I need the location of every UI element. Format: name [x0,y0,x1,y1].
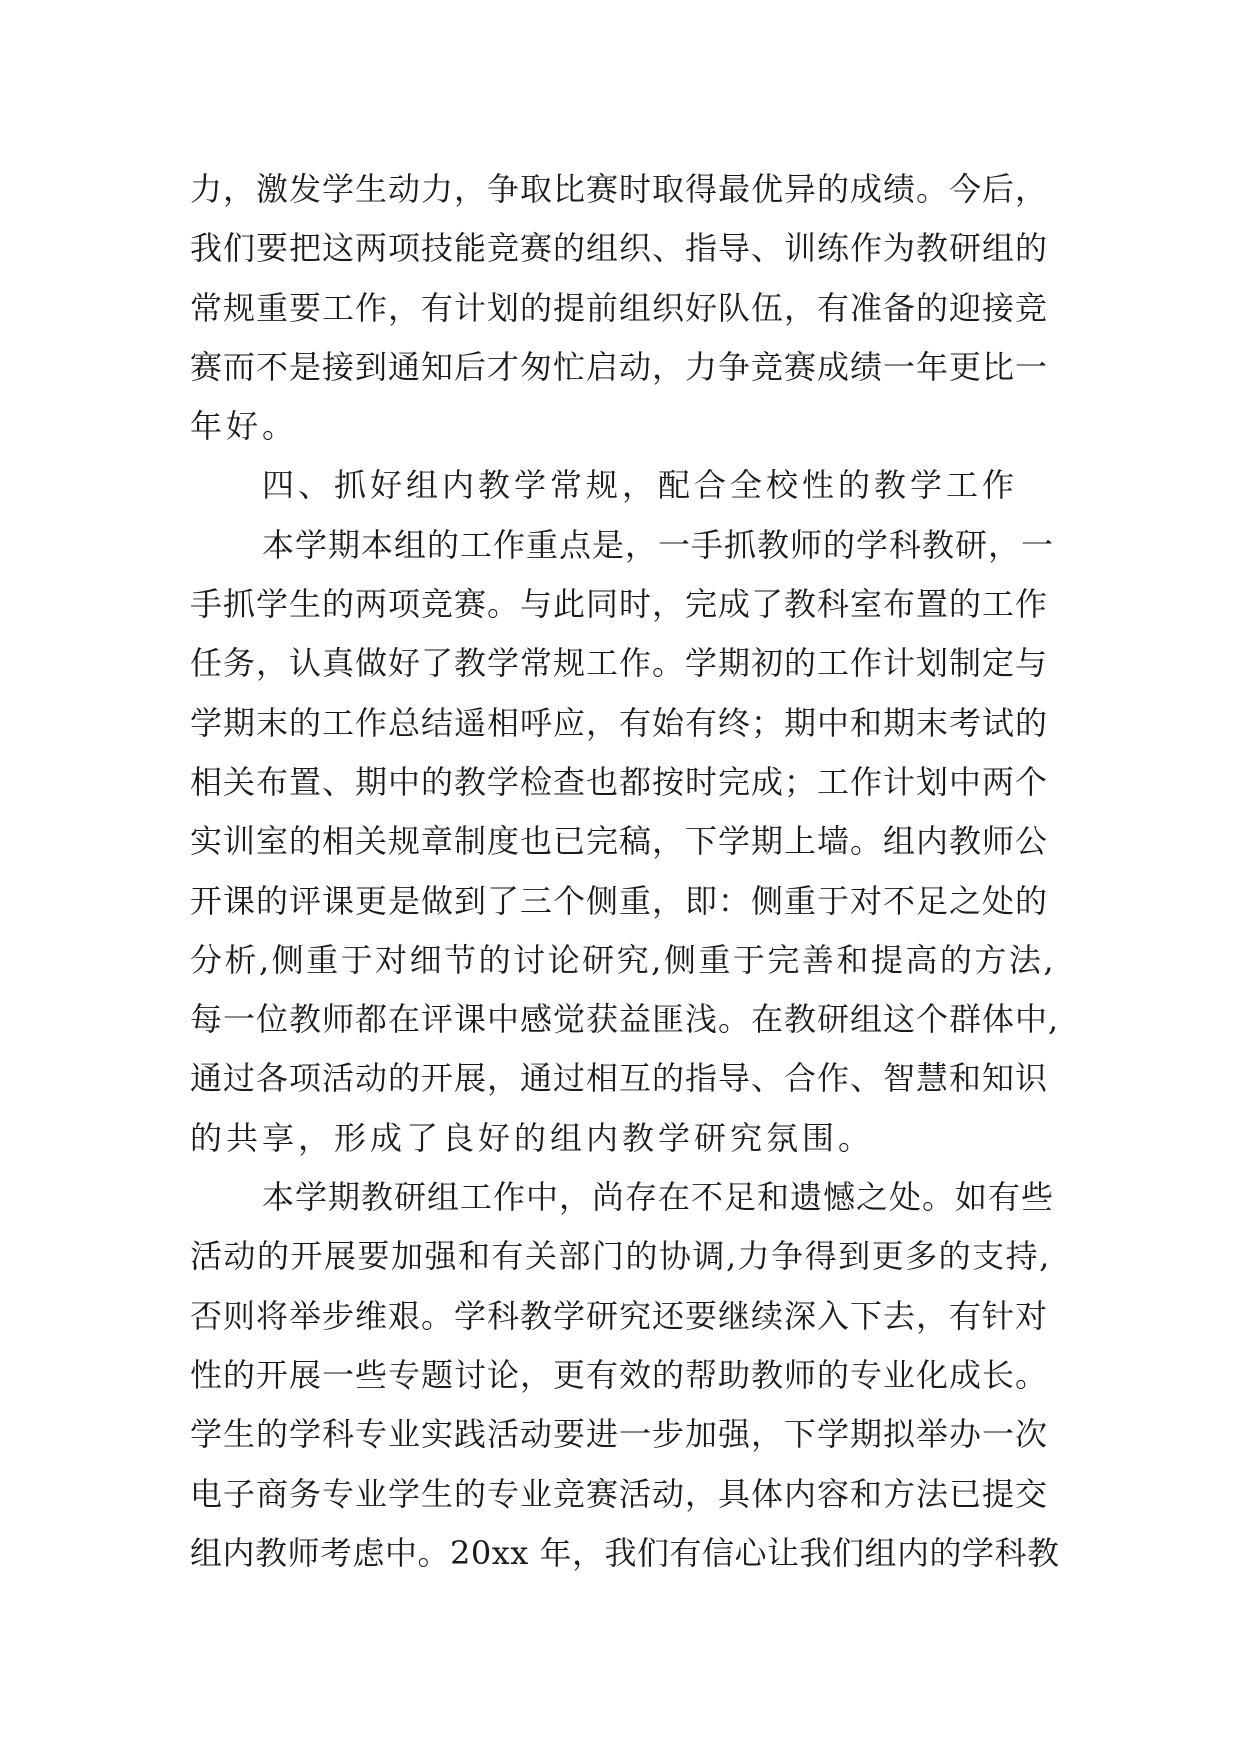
text-line: 否则将举步维艰。学科教学研究还要继续深入下去，有针对 [190,1296,1049,1335]
text-line: 本学期本组的工作重点是，一手抓教师的学科教研，一 [262,525,1055,564]
text-line: 手抓学生的两项竞赛。与此同时，完成了教科室布置的工作 [190,585,1049,624]
text-line: 每一位教师都在评课中感觉获益匪浅。在教研组这个群体中, [190,1000,1060,1039]
document-body [190,160,1060,1583]
text-line: 组内教师考虑中。20xx 年，我们有信心让我们组内的学科教 [190,1533,1060,1572]
text-line: 活动的开展要加强和有关部门的协调,力争得到更多的支持, [190,1237,1051,1276]
text-line: 通过各项活动的开展，通过相互的指导、合作、智慧和知识 [190,1059,1049,1098]
text-line: 年好。 [190,407,299,446]
text-line: 开课的评课更是做到了三个侧重，即：侧重于对不足之处的 [190,881,1049,920]
text-line: 电子商务专业学生的专业竞赛活动，具体内容和方法已提交 [190,1474,1049,1513]
text-line: 性的开展一些专题讨论，更有效的帮助教师的专业化成长。 [190,1355,1049,1394]
text-line: 赛而不是接到通知后才匆忙启动，力争竞赛成绩一年更比一 [190,347,1049,386]
text-line: 的共享，形成了良好的组内教学研究氛围。 [190,1118,875,1157]
text-line: 我们要把这两项技能竞赛的组织、指导、训练作为教研组的 [190,229,1049,268]
text-line: 实训室的相关规章制度也已完稿，下学期上墙。组内教师公 [190,822,1049,861]
text-line: 常规重要工作，有计划的提前组织好队伍，有准备的迎接竞 [190,288,1049,327]
text-line: 学生的学科专业实践活动要进一步加强，下学期拟举办一次 [190,1415,1049,1454]
text-line: 分析,侧重于对细节的讨论研究,侧重于完善和提高的方法, [190,940,1057,979]
text-line: 本学期教研组工作中，尚存在不足和遗憾之处。如有些 [262,1178,1055,1217]
section-heading: 四、抓好组内教学常规，配合全校性的教学工作 [262,466,1019,505]
text-line: 任务，认真做好了教学常规工作。学期初的工作计划制定与 [190,644,1049,683]
text-line: 相关布置、期中的教学检查也都按时完成；工作计划中两个 [190,762,1049,801]
text-line: 力，激发学生动力，争取比赛时取得最优异的成绩。今后， [190,170,1049,208]
text-line: 学期末的工作总结遥相呼应，有始有终；期中和期末考试的 [190,703,1049,742]
